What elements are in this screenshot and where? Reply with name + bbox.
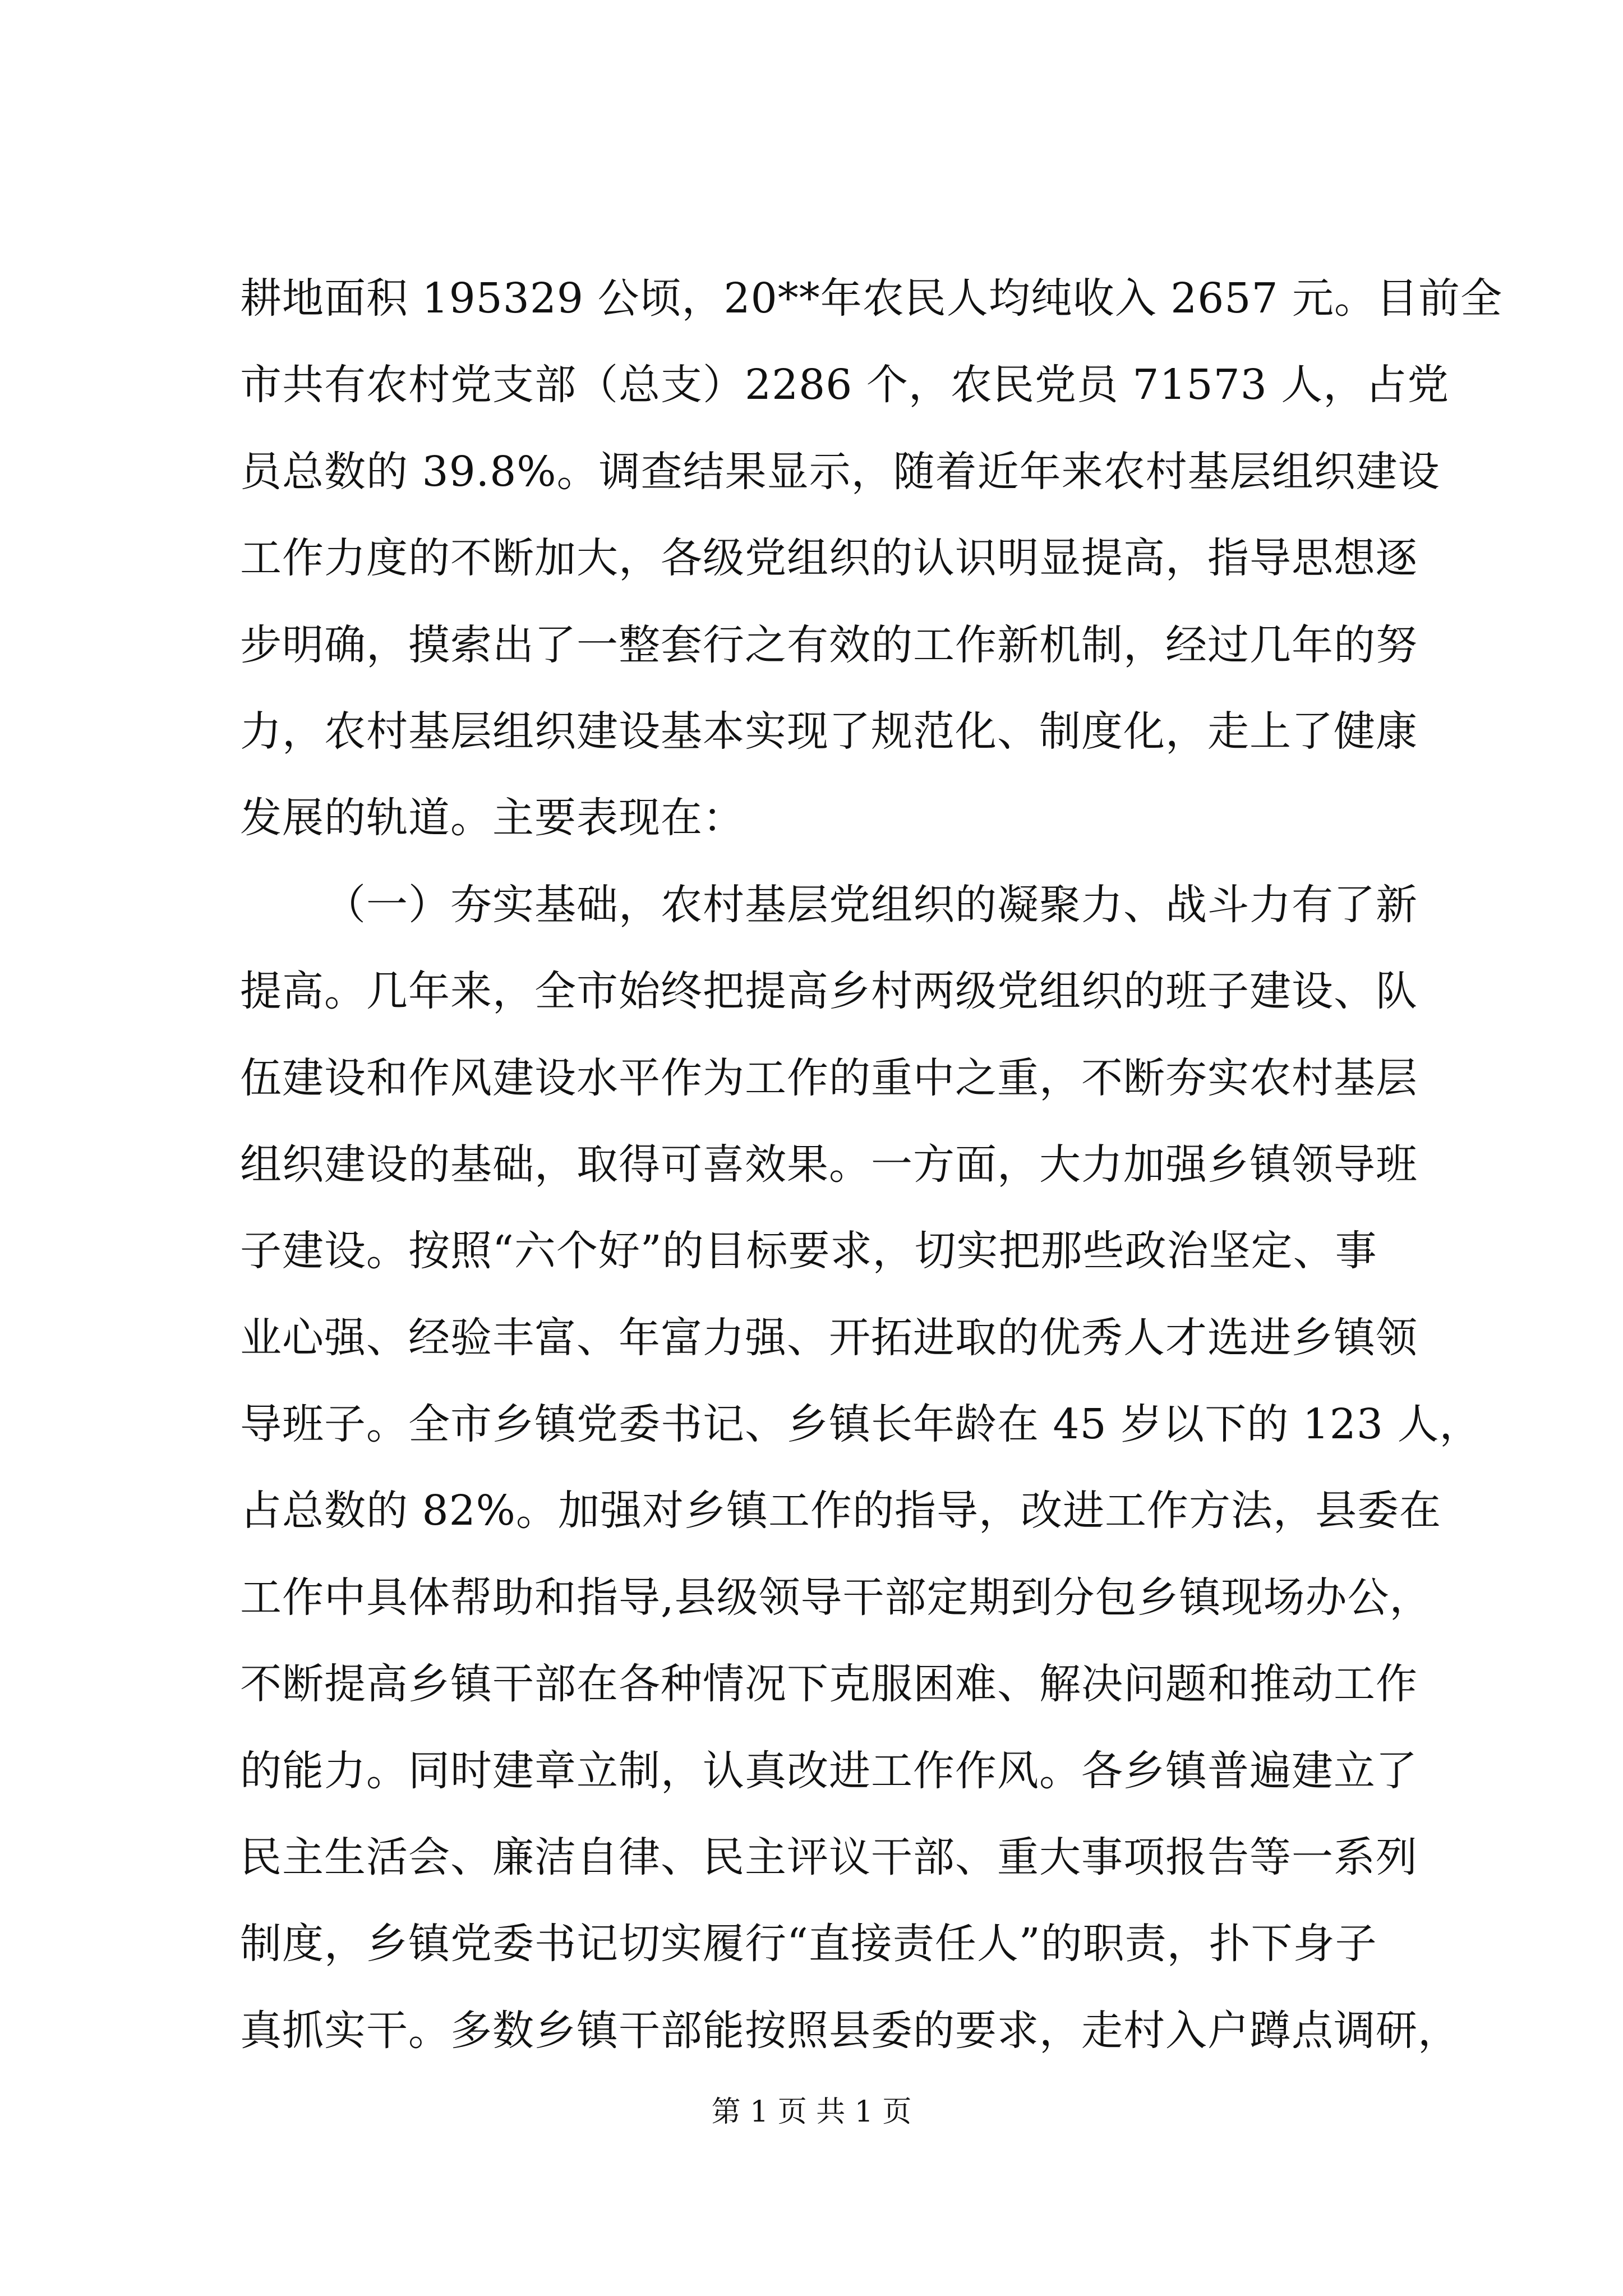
document-body — [240, 255, 1503, 2074]
body-line: 真抓实干。多数乡镇干部能按照县委的要求，走村入户蹲点调研， — [240, 2006, 1460, 2055]
body-line: 工作力度的不断加大，各级党组织的认识明显提高，指导思想逐 — [240, 534, 1418, 583]
body-line: 力，农村基层组织建设基本实现了规范化、制度化，走上了健康 — [240, 707, 1418, 756]
body-line: 民主生活会、廉洁自律、民主评议干部、重大事项报告等一系列 — [240, 1833, 1418, 1882]
body-line: 步明确，摸索出了一整套行之有效的工作新机制，经过几年的努 — [240, 620, 1418, 669]
page-footer: 第 1 页 共 1 页 — [711, 2095, 912, 2129]
body-line: 伍建设和作风建设水平作为工作的重中之重，不断夯实农村基层 — [240, 1053, 1418, 1102]
body-line: 制度，乡镇党委书记切实履行“直接责任人”的职责，扑下身子 — [240, 1920, 1377, 1968]
body-line: 不断提高乡镇干部在各种情况下克服困难、解决问题和推动工作 — [240, 1660, 1418, 1709]
body-line: 市共有农村党支部（总支）2286 个，农民党员 71573 人，占党 — [240, 361, 1450, 409]
body-line: 工作中具体帮助和指导,县级领导干部定期到分包乡镇现场办公， — [240, 1573, 1432, 1622]
body-line: 的能力。同时建章立制，认真改进工作作风。各乡镇普遍建立了 — [240, 1746, 1418, 1795]
body-line: 耕地面积 195329 公顷，20**年农民人均纯收入 2657 元。目前全 — [240, 274, 1503, 323]
body-line: 占总数的 82%。加强对乡镇工作的指导，改进工作方法，县委在 — [240, 1487, 1441, 1535]
body-line: 业心强、经验丰富、年富力强、开拓进取的优秀人才选进乡镇领 — [240, 1313, 1418, 1362]
body-line: 提高。几年来，全市始终把提高乡村两级党组织的班子建设、队 — [240, 967, 1418, 1016]
body-line: 子建设。按照“六个好”的目标要求，切实把那些政治坚定、事 — [240, 1227, 1377, 1276]
body-line: 导班子。全市乡镇党委书记、乡镇长年龄在 45 岁以下的 123 人， — [240, 1400, 1482, 1449]
body-line: 发展的轨道。主要表现在： — [240, 794, 745, 843]
body-line: 员总数的 39.8%。调查结果显示，随着近年来农村基层组织建设 — [240, 447, 1440, 496]
body-line: （一）夯实基础，农村基层党组织的凝聚力、战斗力有了新 — [324, 880, 1418, 929]
body-line: 组织建设的基础，取得可喜效果。一方面，大力加强乡镇领导班 — [240, 1140, 1418, 1189]
